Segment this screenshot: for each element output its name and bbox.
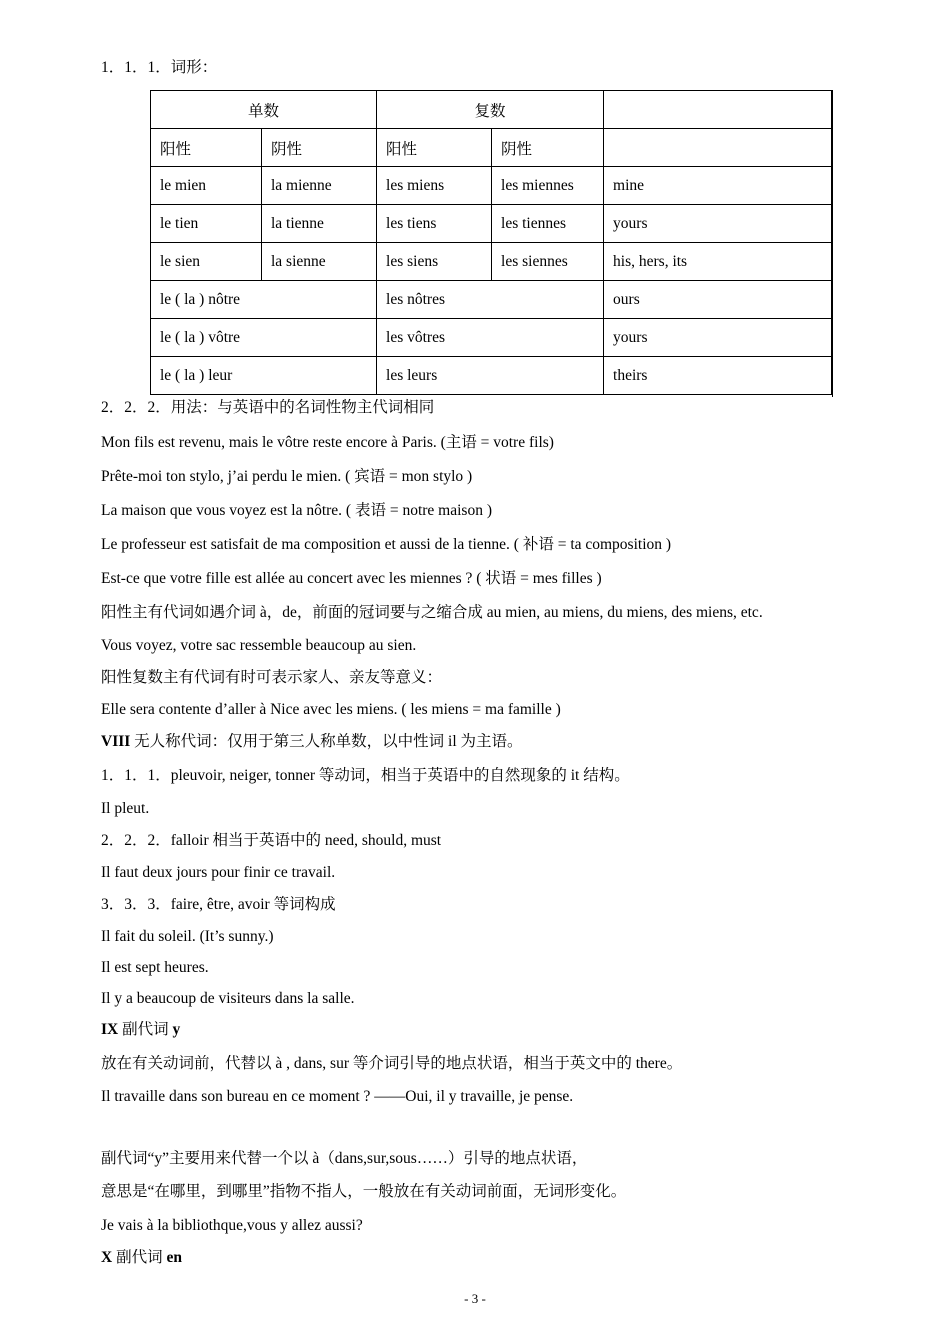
table-cell: la sienne (262, 243, 377, 281)
note-line: 意思是“在哪里，到哪里”指物不指人，一般放在有关动词前面，无词形变化。 (101, 1183, 627, 1200)
table-cell: le tien (151, 205, 262, 243)
note-line: 副代词“y”主要用来代替一个以 à（dans,sur,sous……）引导的地点状语， (101, 1150, 588, 1167)
example-line: Elle sera contente d’aller à Nice avec les miens. ( les miens = ma famille ) (101, 701, 561, 718)
table-cell: theirs (604, 357, 832, 395)
table-cell: his, hers, its (604, 243, 832, 281)
table-cell: le ( la ) vôtre (151, 319, 377, 357)
table-header-empty (604, 91, 832, 129)
table-row (151, 243, 832, 281)
example-line: Il fait du soleil. (It’s sunny.) (101, 928, 274, 945)
example-line: Est-ce que votre fille est allée au concert avec les miennes ? ( 状语 = mes filles ) (101, 570, 602, 587)
note-line: 放在有关动词前，代替以 à , dans, sur 等介词引导的地点状语，相当于英文中的 there。 (101, 1055, 683, 1072)
example-line: Prête-moi ton stylo, j’ai perdu le mien. ( 宾语 = mon stylo ) (101, 468, 473, 485)
table-cell: les tiennes (492, 205, 604, 243)
table-cell: les leurs (377, 357, 604, 395)
table-cell: le ( la ) leur (151, 357, 377, 395)
section-word: y (172, 1021, 181, 1038)
table-cell: mine (604, 167, 832, 205)
example-line: Je vais à la bibliothque,vous y allez aussi? (101, 1217, 363, 1234)
table-cell: la tienne (262, 205, 377, 243)
table-cell: 阴性 (492, 129, 604, 167)
section-title: 副代词 (118, 1021, 173, 1038)
example-line: Il est sept heures. (101, 959, 209, 976)
table-cell: les tiens (377, 205, 492, 243)
table-row (151, 205, 832, 243)
table-cell: la mienne (262, 167, 377, 205)
section-number: X (101, 1249, 113, 1266)
table-cell: les miennes (492, 167, 604, 205)
table-cell: les siennes (492, 243, 604, 281)
table-cell: ours (604, 281, 832, 319)
example-line: Vous voyez, votre sac ressemble beaucoup au sien. (101, 637, 417, 654)
example-line: Il pleut. (101, 800, 150, 817)
usage-heading: 2．2．2．用法：与英语中的名词性物主代词相同 (101, 399, 435, 416)
example-line: La maison que vous voyez est la nôtre. ( 表语 = notre maison ) (101, 502, 492, 519)
table-cell: le mien (151, 167, 262, 205)
table-cell: les nôtres (377, 281, 604, 319)
table-row (151, 357, 832, 395)
table-cell: yours (604, 205, 832, 243)
table-cell: yours (604, 319, 832, 357)
table-cell: le sien (151, 243, 262, 281)
section-title: 副代词 (112, 1249, 167, 1266)
rule-line: 1．1．1．pleuvoir, neiger, tonner 等动词，相当于英语中的自然现象的 it 结构。 (101, 767, 630, 784)
rule-line: 3．3．3．faire, être, avoir 等词构成 (101, 896, 336, 913)
example-line: Il travaille dans son bureau en ce moment ? ——Oui, il y travaille, je pense. (101, 1088, 574, 1105)
page-number: - 3 - (464, 1291, 486, 1306)
example-line: Il faut deux jours pour finir ce travail. (101, 864, 336, 881)
table-cell (604, 129, 832, 167)
table-header-plural: 复数 (377, 91, 604, 129)
table-cell: les siens (377, 243, 492, 281)
example-line: Le professeur est satisfait de ma composition et aussi de la tienne. ( 补语 = ta composition ) (101, 536, 672, 553)
section-ix-heading (101, 1020, 180, 1040)
section-number: IX (101, 1021, 119, 1038)
table-gender-row (151, 129, 832, 167)
table-cell: 阳性 (377, 129, 492, 167)
table-header-singular: 单数 (151, 91, 377, 129)
possessive-pronoun-table (150, 90, 832, 395)
table-header-row (151, 91, 832, 129)
section-heading: 1．1．1．词形： (101, 59, 218, 76)
section-title: 无人称代词：仅用于第三人称单数，以中性词 il 为主语。 (130, 733, 523, 750)
note-line: 阳性复数主有代词有时可表示家人、亲友等意义： (101, 669, 443, 686)
table-border-shadow (832, 90, 833, 397)
section-word: en (166, 1249, 182, 1266)
table-row (151, 319, 832, 357)
section-number: VIII (101, 733, 131, 750)
table-cell: les miens (377, 167, 492, 205)
table-cell: les vôtres (377, 319, 604, 357)
example-line: Mon fils est revenu, mais le vôtre reste encore à Paris. (主语 = votre fils) (101, 434, 554, 451)
section-x-heading (101, 1248, 182, 1268)
section-viii-heading (101, 732, 523, 752)
table-row (151, 167, 832, 205)
example-line: Il y a beaucoup de visiteurs dans la salle. (101, 990, 355, 1007)
table-row (151, 281, 832, 319)
table-cell: le ( la ) nôtre (151, 281, 377, 319)
note-line: 阳性主有代词如遇介词 à，de，前面的冠词要与之缩合成 au mien, au miens, du miens, des miens, etc. (101, 604, 763, 621)
table-cell: 阳性 (151, 129, 262, 167)
rule-line: 2．2．2．falloir 相当于英语中的 need, should, must (101, 832, 442, 849)
table-cell: 阴性 (262, 129, 377, 167)
